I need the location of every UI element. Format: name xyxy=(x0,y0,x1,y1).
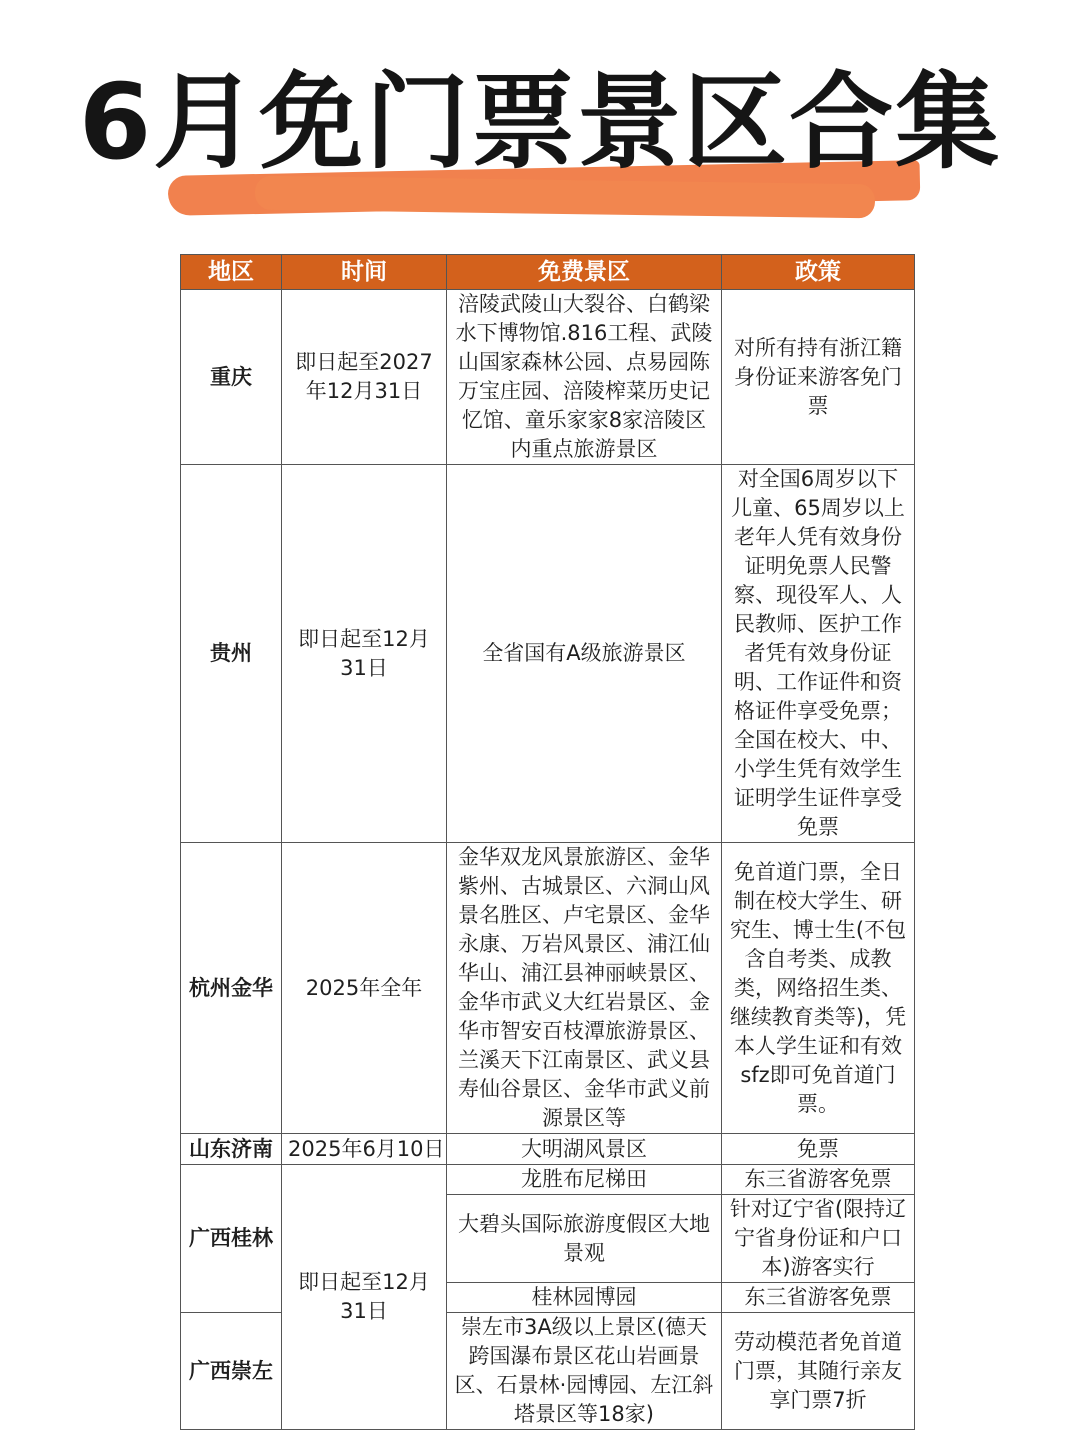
header-spots: 免费景区 xyxy=(447,255,722,290)
region-cell: 贵州 xyxy=(181,465,282,843)
policy-cell: 针对辽宁省(限持辽宁省身份证和户口本)游客实行 xyxy=(722,1195,915,1283)
policy-cell: 东三省游客免票 xyxy=(722,1283,915,1313)
time-cell: 2025年全年 xyxy=(282,843,447,1134)
region-cell: 山东济南 xyxy=(181,1134,282,1165)
policy-cell: 对所有持有浙江籍身份证来游客免门票 xyxy=(722,290,915,465)
policy-cell: 免首道门票，全日制在校大学生、研究生、博士生(不包含自考类、成教类，网络招生类、继续教育类等)，凭本人学生证和有效sfz即可免首道门票。 xyxy=(722,843,915,1134)
policy-cell: 劳动模范者免首道门票，其随行亲友享门票7折 xyxy=(722,1313,915,1430)
policy-cell: 东三省游客免票 xyxy=(722,1165,915,1195)
policy-cell: 对全国6周岁以下儿童、65周岁以上老年人凭有效身份证明免票人民警察、现役军人、人民教师、医护工作者凭有效身份证明、工作证件和资格证件享受免票；全国在校大、中、小学生凭有效学生证明学生证件享受免票 xyxy=(722,465,915,843)
time-cell: 即日起至2027年12月31日 xyxy=(282,290,447,465)
page-title: 6月免门票景区合集 xyxy=(78,61,1002,183)
title-banner xyxy=(0,0,1080,240)
region-cell: 杭州金华 xyxy=(181,843,282,1134)
free-ticket-table xyxy=(180,254,915,1430)
spots-cell: 龙胜布尼梯田 xyxy=(447,1165,722,1195)
table-row-shandong-jinan xyxy=(181,1134,915,1165)
spots-cell: 金华双龙风景旅游区、金华紫州、古城景区、六洞山风景名胜区、卢宅景区、金华永康、万岩风景区、浦江仙华山、浦江县神丽峡景区、金华市武义大红岩景区、金华市智安百枝潭旅游景区、兰溪天下江南景区、武义县寿仙谷景区、金华市武义前源景区等 xyxy=(447,843,722,1134)
spots-cell: 大明湖风景区 xyxy=(447,1134,722,1165)
spots-cell: 大碧头国际旅游度假区大地景观 xyxy=(447,1195,722,1283)
table-row-guilin-1 xyxy=(181,1165,915,1195)
header-policy: 政策 xyxy=(722,255,915,290)
policy-cell: 免票 xyxy=(722,1134,915,1165)
spots-cell: 桂林园博园 xyxy=(447,1283,722,1313)
table-row-guizhou xyxy=(181,465,915,843)
spots-cell: 崇左市3A级以上景区(德天跨国瀑布景区花山岩画景区、石景林·园博园、左江斜塔景区等18家) xyxy=(447,1313,722,1430)
header-time: 时间 xyxy=(282,255,447,290)
time-cell-shared: 即日起至12月31日 xyxy=(282,1165,447,1430)
spots-cell: 涪陵武陵山大裂谷、白鹤梁水下博物馆.816工程、武陵山国家森林公园、点易园陈万宝庄园、涪陵榨菜历史记忆馆、童乐家家8家涪陵区内重点旅游景区 xyxy=(447,290,722,465)
table-row-chongqing xyxy=(181,290,915,465)
header-region: 地区 xyxy=(181,255,282,290)
table-row-hangzhou-jinhua xyxy=(181,843,915,1134)
region-cell: 广西桂林 xyxy=(181,1165,282,1313)
region-cell: 广西崇左 xyxy=(181,1313,282,1430)
spots-cell: 全省国有A级旅游景区 xyxy=(447,465,722,843)
region-cell: 重庆 xyxy=(181,290,282,465)
time-cell: 即日起至12月31日 xyxy=(282,465,447,843)
table-header-row xyxy=(181,255,915,290)
time-cell: 2025年6月10日 xyxy=(282,1134,447,1165)
